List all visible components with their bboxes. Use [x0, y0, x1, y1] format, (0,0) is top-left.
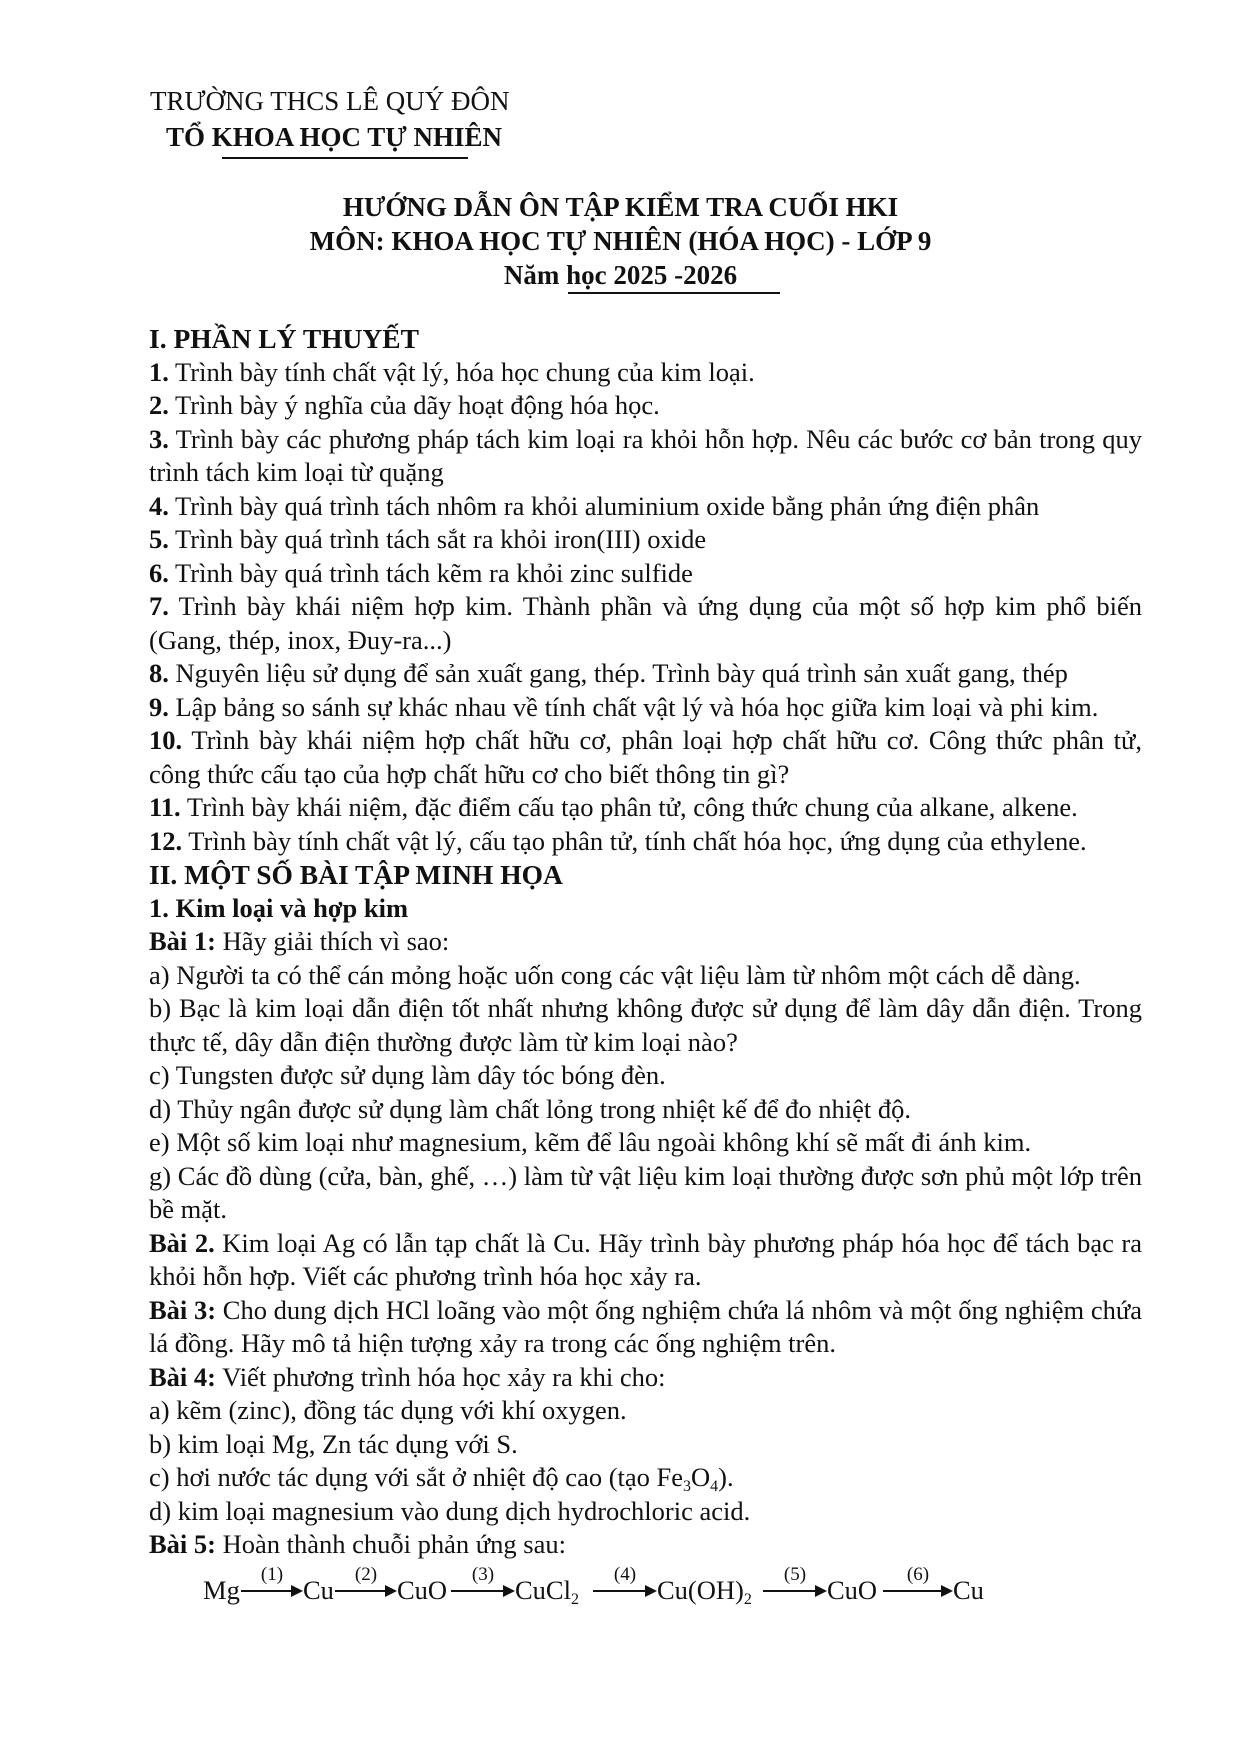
exercise-1-text: Hãy giải thích vì sao: — [216, 926, 450, 956]
title-line-3: Năm học 2025 -2026 — [503, 260, 738, 290]
theory-item-text: Trình bày khái niệm hợp kim. Thành phần và ứng dụng của một số hợp kim phổ biến (Gang, thép, inox, Đuy-ra...) — [149, 591, 1142, 655]
theory-item — [149, 356, 1142, 390]
theory-item-text: Trình bày quá trình tách nhôm ra khỏi aluminium oxide bằng phản ứng điện phân — [175, 490, 1040, 521]
exercise-4-part-b: b) kim loại Mg, Zn tác dụng với S. — [149, 1428, 518, 1459]
theory-item-number: 9. — [149, 691, 169, 722]
exercise-2-label: Bài 2. — [149, 1227, 215, 1258]
theory-item-text: Trình bày tính chất vật lý, cấu tạo phân tử, tính chất hóa học, ứng dụng của ethylene. — [188, 825, 1087, 856]
exercise-4-part-d: d) kim loại magnesium vào dung dịch hydrochloric acid. — [149, 1495, 751, 1526]
exercise-1-part: e) Một số kim loại như magnesium, kẽm để lâu ngoài không khí sẽ mất đi ánh kim. — [149, 1127, 1032, 1157]
theory-item — [149, 389, 1142, 423]
chain-arrow-3 — [451, 1565, 515, 1615]
exercise-2-text: Kim loại Ag có lẫn tạp chất là Cu. Hãy trình bày phương pháp hóa học để tách bạc ra khỏi hỗn hợp. Viết các phương trình hóa học xảy ra. — [149, 1227, 1142, 1291]
chain-arrow-1 — [241, 1565, 303, 1615]
theory-item-text: Trình bày quá trình tách kẽm ra khỏi zinc sulfide — [175, 557, 693, 588]
theory-item — [149, 691, 1142, 725]
chain-arrow-2 — [335, 1565, 397, 1615]
exercise-4-part-c — [149, 1461, 1142, 1495]
theory-item-text: Trình bày tính chất vật lý, hóa học chung của kim loại. — [175, 356, 755, 387]
exercise-3 — [149, 1294, 1142, 1361]
exercise-3-label: Bài 3: — [149, 1294, 217, 1325]
part-c-pre: c) hơi nước tác dụng với sắt ở nhiệt độ cao (tạo Fe — [149, 1462, 684, 1492]
department-name: TỔ KHOA HỌC TỰ NHIÊN — [166, 122, 503, 152]
theory-item-number: 8. — [149, 658, 169, 688]
exercise-1 — [149, 925, 1142, 959]
section-2-subheading: 1. Kim loại và hợp kim — [149, 892, 409, 923]
chain-arrow-6-label: (6) — [906, 1564, 930, 1585]
theory-item-number: 12. — [149, 825, 183, 856]
theory-item — [149, 423, 1142, 490]
theory-item-number: 10. — [149, 725, 183, 755]
theory-item-number: 1. — [149, 356, 169, 387]
exercise-5 — [149, 1528, 1142, 1562]
exercise-5-label: Bài 5: — [149, 1529, 216, 1559]
theory-item — [149, 523, 1142, 557]
part-c-mid: O — [691, 1462, 711, 1492]
theory-list — [149, 356, 1142, 859]
chain-species-cuoh2 — [657, 1575, 752, 1606]
department-underline — [222, 157, 468, 159]
theory-item-number: 3. — [149, 423, 169, 454]
theory-item-text: Trình bày quá trình tách sắt ra khỏi iron(III) oxide — [175, 524, 707, 554]
theory-item-number: 6. — [149, 557, 169, 588]
cuoh-text: Cu(OH) — [657, 1575, 744, 1605]
document-title — [0, 190, 1241, 292]
chain-species-cu: Cu — [303, 1575, 334, 1605]
exercise-1-part: a) Người ta có thể cán mỏng hoặc uốn cong các vật liệu làm từ nhôm một cách dễ dàng. — [149, 959, 1081, 990]
exercise-4 — [149, 1361, 1142, 1395]
exercise-4-label: Bài 4: — [149, 1361, 216, 1392]
chain-species-cuo: CuO — [397, 1575, 448, 1605]
school-name: TRƯỜNG THCS LÊ QUÝ ĐÔN — [150, 86, 510, 116]
part-c-post: ). — [718, 1462, 734, 1492]
chain-arrow-4-label: (4) — [613, 1564, 637, 1585]
document-body — [149, 322, 1142, 1562]
theory-item-text: Nguyên liệu sử dụng để sản xuất gang, thép. Trình bày quá trình sản xuất gang, thép — [175, 658, 1068, 688]
exercise-4-part-a: a) kẽm (zinc), đồng tác dụng với khí oxygen. — [149, 1395, 627, 1425]
theory-item-number: 4. — [149, 490, 169, 521]
theory-item-number: 11. — [149, 792, 181, 822]
cuoh-sub: 2 — [743, 1591, 752, 1608]
exercise-4-text: Viết phương trình hóa học xảy ra khi cho: — [216, 1361, 666, 1392]
theory-item — [149, 791, 1142, 825]
title-line-1: HƯỚNG DẪN ÔN TẬP KIỂM TRA CUỐI HKI — [342, 192, 899, 222]
chain-arrow-6 — [883, 1565, 953, 1615]
theory-item-text: Trình bày các phương pháp tách kim loại ra khỏi hỗn hợp. Nêu các bước cơ bản trong quy trình tách kim loại từ quặng — [149, 423, 1142, 487]
chain-species-cuo-2: CuO — [827, 1575, 878, 1605]
theory-item-number: 2. — [149, 390, 169, 420]
theory-item-number: 7. — [149, 591, 169, 621]
theory-item — [149, 825, 1142, 859]
chain-species-cu-2: Cu — [953, 1575, 984, 1605]
chain-species-mg: Mg — [203, 1575, 240, 1605]
theory-item — [149, 724, 1142, 791]
reaction-chain — [203, 1565, 1103, 1615]
cucl-text: CuCl — [515, 1575, 571, 1605]
chain-arrow-4 — [593, 1565, 657, 1615]
exercise-1-parts — [149, 959, 1142, 1227]
theory-item — [149, 590, 1142, 657]
theory-item — [149, 490, 1142, 524]
exercise-1-part: c) Tungsten được sử dụng làm dây tóc bóng đèn. — [149, 1060, 666, 1090]
theory-item — [149, 557, 1142, 591]
exercise-3-text: Cho dung dịch HCl loãng vào một ống nghiệm chứa lá nhôm và một ống nghiệm chứa lá đồng. Hãy mô tả hiện tượng xảy ra trong các ống nghiệm trên. — [149, 1294, 1142, 1358]
theory-item-text: Trình bày khái niệm, đặc điểm cấu tạo phân tử, công thức chung của alkane, alkene. — [186, 792, 1078, 822]
theory-item-number: 5. — [149, 524, 169, 554]
chain-arrow-5-label: (5) — [783, 1564, 807, 1585]
exercise-5-text: Hoàn thành chuỗi phản ứng sau: — [216, 1529, 566, 1559]
part-c-sub-2: 4 — [710, 1478, 719, 1495]
chain-species-cucl2 — [515, 1575, 579, 1606]
year-underline — [568, 292, 780, 294]
cucl-sub: 2 — [570, 1591, 579, 1608]
theory-item-text: Lập bảng so sánh sự khác nhau về tính chất vật lý và hóa học giữa kim loại và phi kim. — [175, 691, 1099, 722]
theory-item-text: Trình bày ý nghĩa của dãy hoạt động hóa học. — [175, 390, 660, 420]
chain-arrow-2-label: (2) — [354, 1564, 378, 1585]
chain-arrow-3-label: (3) — [471, 1564, 495, 1585]
exercise-1-label: Bài 1: — [149, 926, 216, 956]
exercise-2 — [149, 1227, 1142, 1294]
theory-item — [149, 657, 1142, 691]
chain-arrow-1-label: (1) — [260, 1564, 284, 1585]
section-2-heading: II. MỘT SỐ BÀI TẬP MINH HỌA — [149, 859, 563, 890]
exercise-1-part: b) Bạc là kim loại dẫn điện tốt nhất nhưng không được sử dụng để làm dây dẫn điện. Trong thực tế, dây dẫn điện thường được làm từ kim loại nào? — [149, 993, 1142, 1057]
chain-arrow-5 — [763, 1565, 827, 1615]
exercise-1-part: g) Các đồ dùng (cửa, bàn, ghế, …) làm từ vật liệu kim loại thường được sơn phủ một lớp trên bề mặt. — [149, 1160, 1142, 1224]
exercise-1-part: d) Thủy ngân được sử dụng làm chất lỏng trong nhiệt kế để đo nhiệt độ. — [149, 1093, 912, 1124]
title-line-2: MÔN: KHOA HỌC TỰ NHIÊN (HÓA HỌC) - LỚP 9 — [309, 226, 932, 256]
part-c-sub-1: 3 — [683, 1478, 692, 1495]
theory-item-text: Trình bày khái niệm hợp chất hữu cơ, phân loại hợp chất hữu cơ. Công thức phân tử, công thức cấu tạo của hợp chất hữu cơ cho biết thông tin gì? — [149, 725, 1142, 789]
section-1-heading: I. PHẦN LÝ THUYẾT — [149, 323, 419, 354]
